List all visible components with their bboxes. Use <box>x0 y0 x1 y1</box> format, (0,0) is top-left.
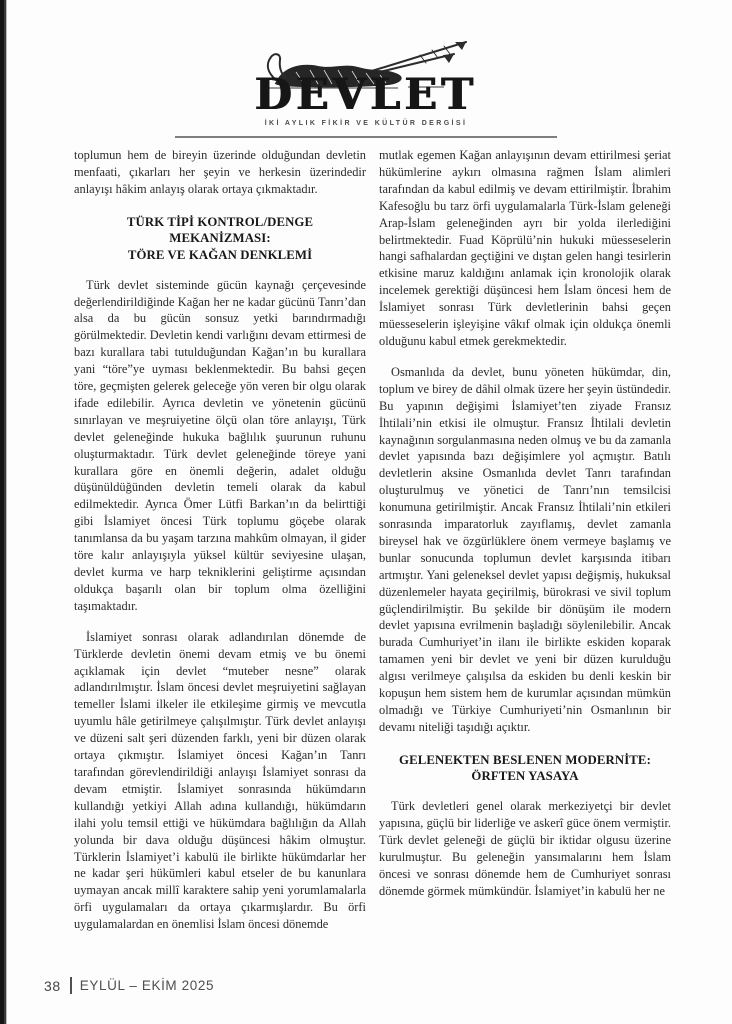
right-column <box>379 147 671 977</box>
paragraph: Türk devlet sisteminde gücün kaynağı çerçevesinde değerlendirildiğinde Kağan her ne kadar gücünü Tanrı’dan alsa da bu gücün sonsuz yetki barındırmadığı görülmektedir. Devletin kendi varlığını devam ettirmesi de bazı kurallara tabi tutulduğundan Kağan’ın bu kurallara yani “töre”ye uyması beklenmektedir. Bu bahsi geçen töre, geçmişten gelerek geleceğe yön veren bir olgu olarak ifade edilebilir. Ayrıca devletin ve yönetenin gücünü sınırlayan ve meşruiyetine ölçü olan töre anlayışı, Türk devlet geleneğinde hukuka bağlılık şuurunun ruhunu oluşturmaktadır. Türk devlet geleneğinde töreye yani kurallara göre en önemli değerin, adalet olduğu düşünüldüğünden devletin temeli olarak da kabul edilmektedir. Ayrıca Ömer Lütfi Barkan’ın da belirttiği gibi İslamiyet öncesi Türk toplumu göçebe olarak tanımlansa da bu yaşam tarzına mahkûm olmayan, il gider töre kalır anlayışıyla yüksel kültür seviyesine ulaşan, devlet kurma ve harp tekniklerini geliştirme açısından oldukça başarılı olan bir toplum olma özelliğini taşımaktadır. <box>74 277 366 613</box>
left-column <box>74 147 366 977</box>
paragraph: İslamiyet sonrası olarak adlandırılan dönemde de Türklerde devletin önemi devam etmiş ve bu önemi açıklamak için devlet “muteber nesne” olarak adlandırılmıştır. İslam öncesi devlet meşruiyetini sağlayan temeller İslami ilkeler ile etkileşime girmiş ve mevcutla uyumlu hâle getirilmeye çalışılmıştır. Türk devlet anlayışı ve düzeni salt şeri düzenden farklı, yeni bir düzen olarak ortaya çıkmıştır. İslamiyet öncesi Kağan’ın Tanrı tarafından görevlendirildiği anlayışı İslamiyet sonrası da devam etmiştir. İslamiyet sonrasında hükümdarın kullandığı yetkiyi Allah adına kullandığı, hükümdarın ilahi yolu temsil ettiği ve hükümdara bağlılığın da Allah yolunda bir dava olduğu düşüncesi hâkim olmuştur. Türklerin İslamiyet’i kabulü ile birlikte hükümdarlar her ne kadar şeri hükümleri kabul etseler de bu kanunlara uymayan ancak millî karaktere sahip yeni yorumlamalarla örfi uygulamaları da ortaya çıkarmışlardır. Bu örfi uygulamalardan en önemlisi İslam öncesi dönemde <box>74 629 366 932</box>
section-heading-line1: GELENEKTEN BESLENEN MODERNİTE: <box>399 752 651 767</box>
magazine-title: DEVLET <box>254 70 478 120</box>
section-heading-tore-kagan <box>80 214 360 264</box>
page-number: 38 <box>44 977 61 994</box>
section-heading-orften-yasaya <box>385 752 665 785</box>
paragraph: Türk devletleri genel olarak merkeziyetçi bir devlet yapısına, güçlü bir liderliğe ve askerî güce önem vermiştir. Türk devlet geleneği de güçlü bir iktidar olgusu üzerine kurulmuştur. Bu geleneğin yansımalarını hem İslam öncesi ve sonrası dönemde hem de Cumhuriyet sonrası dönemde görmek mümkündür. İslamiyet’in kabulü her ne <box>379 799 671 898</box>
paragraph-continuation: toplumun hem de bireyin üzerinde olduğundan devletin menfaati, çıkarları her şeyin ve herkesin üzerindedir anlayışı hâkim anlayış olarak ortaya çıkmaktadır. <box>74 148 366 196</box>
paragraph-continuation: mutlak egemen Kağan anlayışının devam ettirilmesi şeriat hükümlerine aykırı olmasına rağmen İslam alimleri tarafından da kabul edilmiş ve devam ettirilmiştir. İbrahim Kafesoğlu bu tarz örfi uygulamalarla Türk-İslam geleneği Arap-İslam geleneğinden ayrı bir yolda ilerlediğini belirtmektedir. Fuad Köprülü’nin hukuki müesseselerin hangi safhalardan geçtiğini ve dıştan gelen hangi tesirlerin etkisine maruz kaldığını anlamak için kronolojik olarak incelemek gerektiği düşüncesi hem İslam öncesi hem de İslamiyet sonrası Türk devletlerinin bahsi geçen müesseselerin işleyişine vâkıf olmak için oldukça önemli olduğunu kabul etmek gerekmektedir. <box>379 148 671 348</box>
scan-edge-artifact <box>0 0 7 1024</box>
page-footer <box>44 977 214 994</box>
issue-date: EYLÜL – EKİM 2025 <box>79 978 215 993</box>
magazine-subtitle: İKİ AYLIK FİKİR VE KÜLTÜR DERGİSİ <box>264 120 468 127</box>
section-heading-line2: TÖRE VE KAĞAN DENKLEMİ <box>127 247 313 262</box>
masthead <box>0 30 732 138</box>
masthead-rule <box>175 136 557 138</box>
section-heading-line2: ÖRFTEN YASAYA <box>471 769 579 784</box>
footer-separator <box>70 977 72 994</box>
section-heading-line1: TÜRK TİPİ KONTROL/DENGE MEKANİZMASI: <box>126 214 314 246</box>
paragraph: Osmanlıda da devlet, bunu yöneten hükümdar, din, toplum ve birey de dâhil olmak üzere her şeyin üstündedir. Bu yapının değişimi İslamiyet’ten ziyade Fransız İhtilali’nin etkisi ile olmuştur. Fransız İhtilali devletin kaynağının sorgulanmasına neden olmuş ve bu da zamanla devlet yapısında bazı değişimlere yol açmıştır. Batılı devletlerin aksine Osmanlıda devlet Tanrı tarafından oluşturulmuş ve yönetici de Tanrı’nın temsilcisi konumuna getirilmiştir. Ancak Fransız İhtilali’nin etkileri sonrasında imparatorluk zayıflamış, devlet zamanla bireysel hak ve özgürlüklere önem vermeye başlamış ve bunlar sonucunda toplumun devlet karşısında itibarı artmıştır. Yani geleneksel devlet yapısı değişmiş, hukuksal düzenlemeler hayata geçirilmiş, bürokrasi ve sivil toplum güçlendirilmiştir. Bu şekilde bir dönüşüm ile modern devlet yapısına evrilmenin başladığı söylenilebilir. Ancak burada Cumhuriyet’in ilanı ile birlikte eskiden koparak tamamen yeni bir devlet ve yeni bir düzen kurulduğu algısı verilmeye çalışılsa da eskiden bu denli keskin bir kopuşun hem sistem hem de kurumlar açısından mümkün olmadığı ve Türkiye Cumhuriyeti’nin Osmanlının bir devamı niteliği taşıdığı açıktır. <box>379 364 671 734</box>
article-body <box>74 147 671 977</box>
